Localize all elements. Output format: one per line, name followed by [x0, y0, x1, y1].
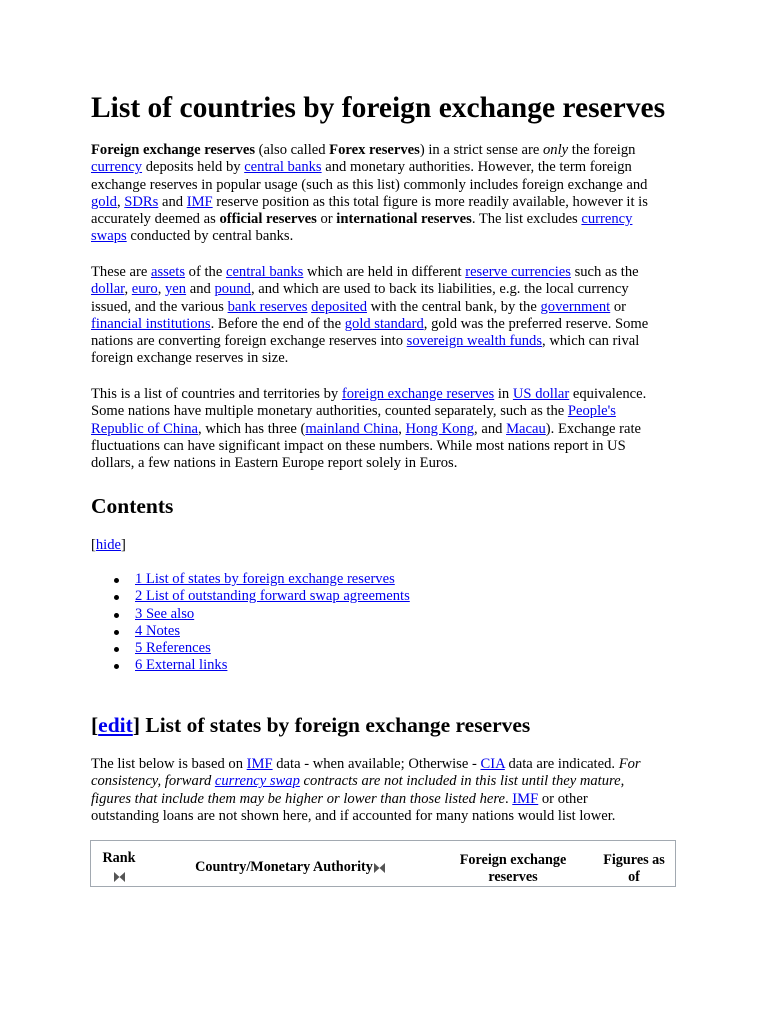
text: with the central bank, by the — [367, 298, 541, 315]
text: , — [124, 281, 132, 298]
link-government[interactable]: government — [540, 298, 611, 315]
text: and — [158, 193, 187, 210]
term-international-reserves: international reserves — [336, 211, 472, 228]
column-header-reserves[interactable] — [443, 852, 583, 886]
text: . Before the end of the — [210, 315, 345, 332]
link-deposited[interactable]: deposited — [311, 298, 368, 315]
section-title: List of states by foreign exchange reserves — [139, 713, 531, 737]
toc-item — [91, 588, 410, 605]
link-imf[interactable]: IMF — [186, 193, 213, 210]
text: , and which are used to back its liabilities, e.g. the local currency — [250, 281, 629, 298]
text: or — [610, 298, 626, 315]
text: These are — [91, 264, 151, 280]
toc-link-4[interactable]: 4 Notes — [135, 622, 180, 639]
text: fluctuations can have significant impact on these numbers. While most nations report in US — [91, 437, 626, 454]
link-pound[interactable]: pound — [214, 281, 251, 298]
text: accurately deemed as — [91, 211, 220, 228]
emph-text: figures that include them may be higher or lower than those listed here — [91, 790, 505, 807]
text: in — [494, 386, 513, 402]
text: , which has three ( — [198, 420, 306, 437]
header-label: Country/Monetary Authority — [195, 859, 373, 875]
edit-link[interactable]: edit — [98, 713, 133, 737]
bullet-icon — [114, 647, 119, 652]
term-forex-reserves: Foreign exchange reserves — [91, 142, 256, 158]
link-prc[interactable]: People's — [567, 403, 616, 420]
text: exchange reserves in popular usage (such as this list) commonly includes foreign exchange and — [91, 176, 648, 193]
link-euro[interactable]: euro — [131, 281, 158, 298]
text: , and — [474, 420, 507, 437]
link-currency-swaps-cont[interactable]: swaps — [91, 228, 127, 245]
text: or other — [538, 790, 588, 807]
bullet-icon — [114, 613, 119, 618]
link-yen[interactable]: yen — [165, 281, 187, 298]
toc-link-1[interactable]: 1 List of states by foreign exchange reserves — [135, 571, 395, 587]
text: equivalence. — [569, 386, 647, 402]
toc-toggle — [91, 536, 126, 554]
header-label: of — [628, 869, 640, 885]
text: and — [186, 281, 215, 298]
text: outstanding loans are not shown here, and if accounted for many nations would list lower. — [91, 807, 616, 824]
link-central-banks-2[interactable]: central banks — [225, 264, 304, 280]
text: issued, and the various — [91, 298, 228, 315]
text: data are indicated. — [504, 756, 619, 772]
section-paragraph — [91, 756, 691, 825]
text: or — [316, 211, 337, 228]
toc-item — [91, 657, 410, 674]
emph-text: For — [618, 756, 641, 772]
link-hong-kong[interactable]: Hong Kong — [405, 420, 475, 437]
header-label: reserves — [488, 869, 538, 885]
bracket: ] — [121, 537, 126, 553]
intro-paragraph-3 — [91, 386, 691, 472]
link-gold-standard[interactable]: gold standard — [344, 315, 424, 332]
reserves-table — [90, 840, 676, 887]
contents-heading: Contents — [91, 494, 174, 518]
link-sovereign-wealth-funds[interactable]: sovereign wealth funds — [406, 333, 543, 350]
emph-only: only — [543, 142, 569, 158]
term-forex: Forex reserves — [329, 142, 420, 158]
link-reserve-currencies[interactable]: reserve currencies — [465, 264, 571, 280]
link-imf-3[interactable]: IMF — [512, 790, 539, 807]
link-currency[interactable]: currency — [91, 159, 143, 176]
text: The list below is based on — [91, 756, 247, 772]
page-title: List of countries by foreign exchange reserves — [91, 92, 666, 124]
toc-list — [91, 571, 410, 675]
text: , which can rival — [542, 333, 640, 350]
toc-hide-link[interactable]: hide — [95, 537, 122, 553]
text: . — [504, 790, 513, 807]
link-currency-swap[interactable]: currency swap — [214, 773, 300, 790]
text: and monetary authorities. However, the term foreign — [321, 159, 632, 176]
toc-item — [91, 640, 410, 657]
text: . The list excludes — [471, 211, 582, 228]
text: conducted by central banks. — [126, 228, 294, 245]
header-label: Foreign exchange — [459, 852, 567, 868]
link-cia[interactable]: CIA — [480, 756, 505, 772]
term-official-reserves: official reserves — [219, 211, 317, 228]
link-prc-cont[interactable]: Republic of China — [91, 420, 199, 437]
bracket: [ — [91, 537, 96, 553]
link-gold[interactable]: gold — [91, 193, 117, 210]
link-foreign-exchange-reserves[interactable]: foreign exchange reserves — [341, 386, 495, 402]
toc-link-3[interactable]: 3 See also — [135, 605, 195, 622]
bracket: [ — [91, 713, 99, 737]
text: (also called — [255, 142, 330, 158]
text: , — [157, 281, 165, 298]
column-header-rank[interactable] — [91, 850, 147, 884]
text: dollars, a few nations in Eastern Europe report solely in Euros. — [91, 455, 458, 472]
text: of the — [185, 264, 226, 280]
link-sdrs[interactable]: SDRs — [124, 193, 159, 210]
toc-item — [91, 623, 410, 640]
text: ). Exchange rate — [545, 420, 642, 437]
toc-item — [91, 606, 410, 623]
text: , — [116, 193, 125, 210]
toc-link-2[interactable]: 2 List of outstanding forward swap agreements — [135, 588, 410, 605]
link-bank-reserves[interactable]: bank reserves — [227, 298, 308, 315]
intro-paragraph-2 — [91, 264, 691, 368]
bullet-icon — [114, 595, 119, 600]
sort-icon[interactable] — [114, 872, 125, 882]
text: deposits held by — [142, 159, 245, 176]
toc-link-6[interactable]: 6 External links — [135, 657, 228, 674]
header-label: Figures as — [603, 852, 665, 868]
section-heading — [91, 711, 530, 739]
link-central-banks[interactable]: central banks — [244, 159, 322, 176]
text: data - when available; Otherwise - — [272, 756, 481, 772]
emph-text: contracts are not included in this list until they mature, — [299, 773, 625, 790]
link-mainland-china[interactable]: mainland China — [305, 420, 399, 437]
column-header-figures[interactable] — [593, 852, 675, 886]
link-macau[interactable]: Macau — [506, 420, 546, 437]
link-financial-institutions[interactable]: financial institutions — [91, 315, 211, 332]
text: foreign exchange reserves in size. — [91, 350, 289, 367]
text: the foreign — [568, 142, 636, 158]
text: nations are converting foreign exchange reserves into — [91, 333, 407, 350]
link-currency-swaps[interactable]: currency — [581, 211, 633, 228]
bullet-icon — [114, 664, 119, 669]
link-imf-2[interactable]: IMF — [246, 756, 273, 772]
bracket: ] — [132, 713, 140, 737]
link-us-dollar[interactable]: US dollar — [512, 386, 570, 402]
bullet-icon — [114, 630, 119, 635]
header-label: Rank — [102, 850, 136, 866]
text: reserve position as this total figure is more readily available, however it is — [212, 193, 648, 210]
text: , — [398, 420, 406, 437]
emph-text: consistency, forward — [91, 773, 215, 790]
intro-paragraph-1 — [91, 142, 691, 246]
sort-icon[interactable] — [374, 863, 385, 873]
toc-link-5[interactable]: 5 References — [135, 640, 211, 657]
text: ) in a strict sense are — [419, 142, 543, 158]
bullet-icon — [114, 578, 119, 583]
text: Some nations have multiple monetary authorities, counted separately, such as the — [91, 403, 568, 420]
toc-item — [91, 571, 410, 588]
text: which are held in different — [303, 264, 466, 280]
text: This is a list of countries and territories by — [91, 386, 342, 402]
text: such as the — [570, 264, 639, 280]
link-dollar[interactable]: dollar — [91, 281, 125, 298]
link-assets[interactable]: assets — [150, 264, 186, 280]
column-header-country[interactable] — [185, 859, 395, 876]
text: , gold was the preferred reserve. Some — [423, 315, 649, 332]
